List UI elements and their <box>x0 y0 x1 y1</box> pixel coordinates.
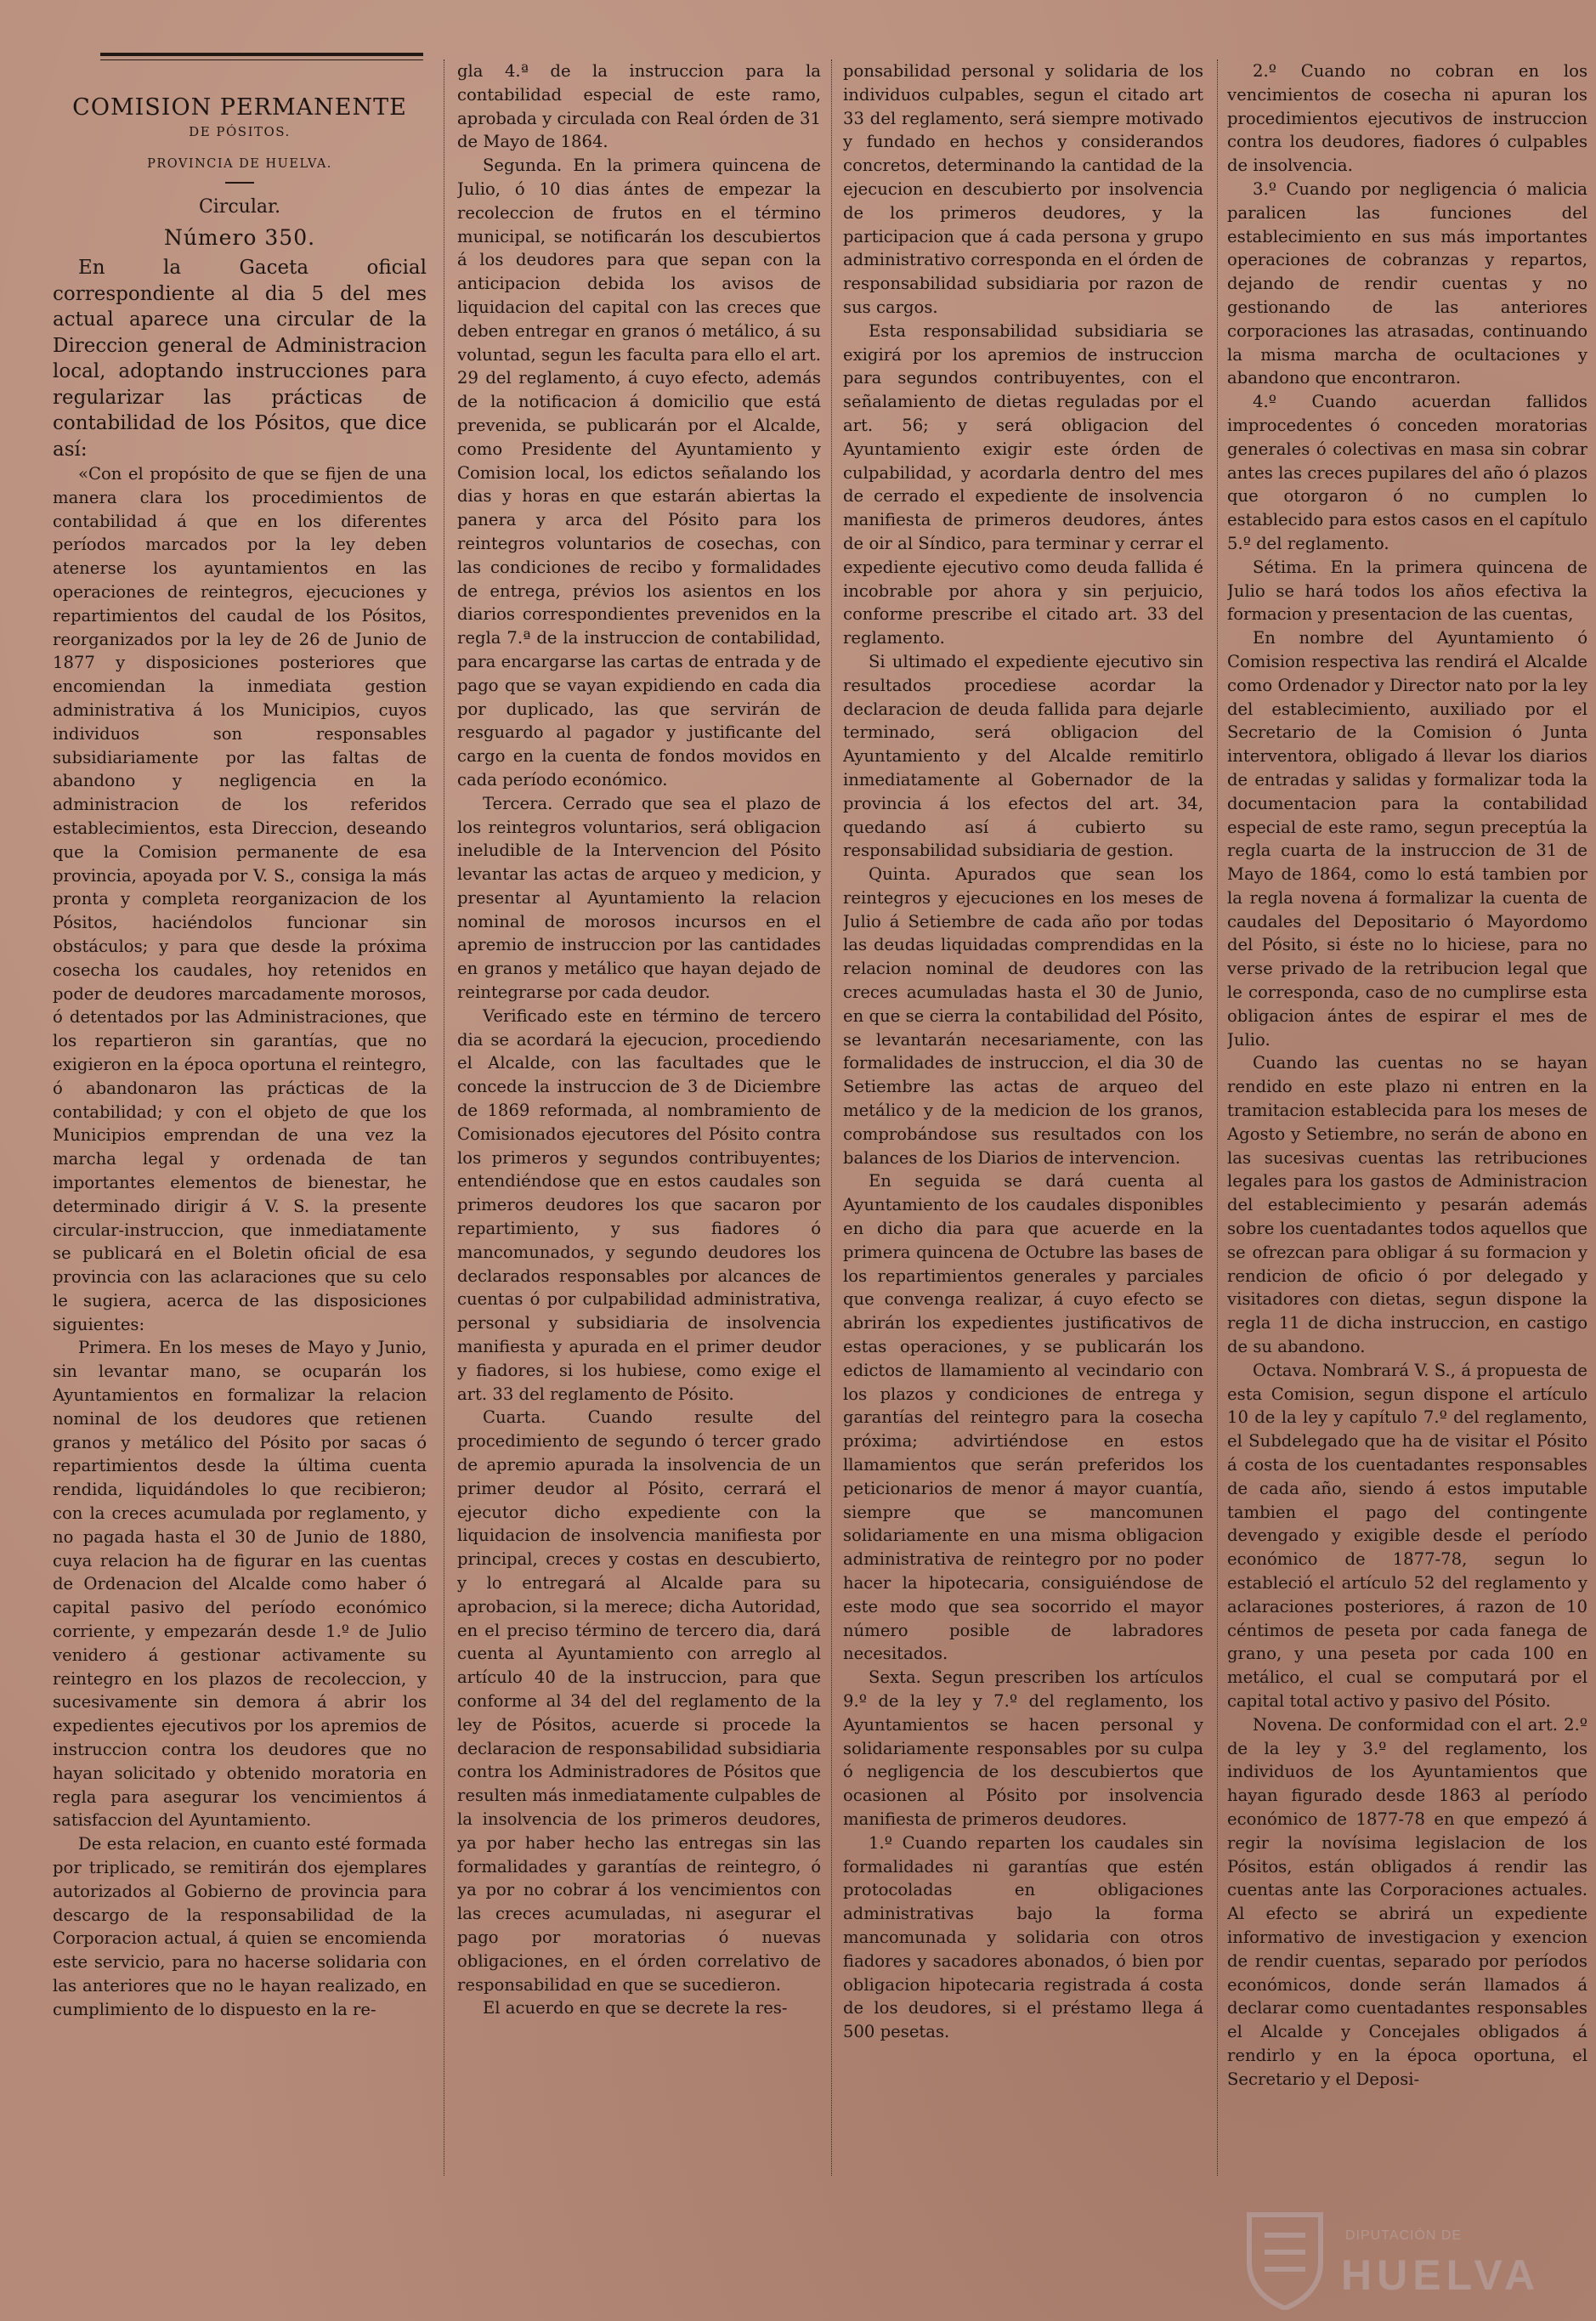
heading-circular: Circular. <box>198 196 281 218</box>
paragraph: 3.º Cuando por negligencia ó malicia paralicen las funciones del establecimiento en sus más importantes operaciones de cobranzas y repartos, dejando de rendir cuentas y no gestionando de las anteriores corporaciones las atrasadas, continuando la misma marcha de ocultaciones y abandono que encontraron. <box>1227 178 1588 388</box>
column-rule <box>1217 59 1218 2176</box>
archive-watermark <box>1231 2210 1579 2312</box>
column-3 <box>843 59 1203 2176</box>
heading-number: Número 350. <box>163 225 316 250</box>
column-4 <box>1227 59 1588 2176</box>
heading-divider <box>225 182 254 184</box>
top-rule <box>100 53 423 56</box>
paragraph: Novena. De conformidad con el art. 2.º de la ley y 3.º del reglamento, los individuos de los Ayuntamientos que hayan figurado desde 1863 al período económico de 1877-78 en que empezó á regir la novísima legislacion de los Pósitos, están obligados á rendir las cuentas ante las Corporaciones actuales. Al efecto se abrirá un expediente informativo de investigacion y exencion de rendir cuentas, separado por períodos económicos, donde serán llamados á declarar como cuentadantes responsables el Alcalde y Concejales obligados á rendirlo y en la época oportuna, el Secretario y el Deposi- <box>1227 1714 1588 2089</box>
paragraph: Octava. Nombrará V. S., á propuesta de esta Comision, segun dispone el artículo 10 de la ley y capítulo 7.º del reglamento, el Subdelegado que ha de visitar el Pósito á costa de los cuentadantes responsables de cada año, siendo á estos imputable tambien el pago del contingente devengado y exigible desde el período económico de 1877-78, segun lo estableció el artículo 52 del reglamento y aclaraciones posteriores, á razon de 10 céntimos de peseta por cada fanega de grano, y una peseta por cada 100 en metálico, el cual se computará por el capital total activo y pasivo del Pósito. <box>1227 1360 1588 1711</box>
paragraph: 2.º Cuando no cobran en los vencimientos de cosecha ni apuran los procedimientos ejecutivos de instruccion contra los deudores, fiadores ó culpables de insolvencia. <box>1227 61 1588 176</box>
heading-title: COMISION PERMANENTE <box>72 94 407 121</box>
heading-province: PROVINCIA DE HUELVA. <box>147 157 332 171</box>
watermark-subtitle: DIPUTACIÓN DE <box>1345 2228 1463 2243</box>
paragraph: Cuarta. Cuando resulte del procedimiento de segundo ó tercer grado de apremio apurada la insolvencia de un primer deudor al Pósito, cerrará el ejecutor dicho expediente con la liquidacion de insolvencia manifiesta por principal, creces y costas en descubierto, y lo entregará al Alcalde para su aprobacion, si la merece; dicha Autoridad, en el preciso término de tercero dia, dará cuenta al Ayuntamiento con arreglo al artículo 40 de la instruccion, para que conforme al 34 del del reglamento de la ley de Pósitos, acuerde si procede la declaracion de responsabilidad subsidiaria contra los Administradores de Pósitos que resulten más inmediatamente culpables de la insolvencia de los primeros deudores, ya por haber hecho las entregas sin las formalidades y garantías de reintegro, ó ya por no cobrar á los vencimientos con las creces acumuladas, ni asegurar el pago por moratorias ó nuevas obligaciones, en el órden correlativo de responsabilidad en que se sucedieron. <box>457 1407 821 1995</box>
paragraph: Quinta. Apurados que sean los reintegros y ejecuciones en los meses de Julio á Setiembre de cada año por todas las deudas liquidadas comprendidas en la relacion nominal de deudores con las creces acumuladas hasta el 30 de Junio, en que se cierra la contabilidad del Pósito, se levantarán necesariamente, con las formalidades de instruccion, el dia 30 de Setiembre las actas de arqueo del metálico y de la medicion de los granos, comprobándose sus resultados con los balances de los Diarios de intervencion. <box>843 864 1203 1168</box>
paragraph: 4.º Cuando acuerdan fallidos improcedentes ó conceden moratorias generales ó colectivas en masa sin cobrar antes las creces pupilares del año ó plazos que otorgaron ó no cumplen lo establecido para estos casos en el capítulo 5.º del reglamento. <box>1227 392 1588 553</box>
paragraph: De esta relacion, en cuanto esté formada por triplicado, se remitirán dos ejemplares autorizados al Gobierno de provincia para descargo de la responsabilidad de la Corporacion actual, á quien se encomienda este servicio, para no hacerse solidaria con las anteriores que no le hayan realizado, en cumplimiento de lo dispuesto en la re- <box>53 1834 427 2019</box>
paragraph: Segunda. En la primera quincena de Julio, ó 10 dias ántes de empezar la recoleccion de frutos en el término municipal, se notificarán los descubiertos á los deudores para que sepan con la anticipacion debida los avisos de liquidacion del capital con las creces que deben entregar en granos ó metálico, á su voluntad, segun les faculta para ello el art. 29 del reglamento, á cuyo efecto, además de la notificacion á domicilio que está prevenida, se publicarán por el Alcalde, como Presidente del Ayuntamiento y Comision local, los edictos señalando los dias y horas en que estarán abiertas la panera y arca del Pósito para los reintegros voluntarios de cosechas, con las condiciones de recibo y formalidades de entrega, prévios los asientos en los diarios correspondientes prevenidos en la regla 7.ª de la instruccion de contabilidad, para encargarse las cartas de entrada y de pago que se vayan expidiendo en cada dia por duplicado, las que servirán de resguardo al pagador y justificante del cargo en la cuenta de fondos movidos en cada período económico. <box>457 156 821 790</box>
watermark-name: HUELVA <box>1341 2251 1541 2299</box>
paragraph: «Con el propósito de que se fijen de una manera clara los procedimientos de contabilidad á que en los diferentes períodos marcados por la ley deben atenerse los ayuntamientos en las operaciones de reintegros, ejecuciones y repartimientos del caudal de los Pósitos, reorganizados por la ley de 26 de Junio de 1877 y disposiciones posteriores que encomiendan la inmediata gestion administrativa á los Municipios, cuyos individuos son responsables subsidiariamente por las faltas de abandono y negligencia en la administracion de los referidos establecimientos, esta Direccion, deseando que la Comision permanente de esa provincia, apoyada por V. S., consiga la más pronta y completa reorganizacion de los Pósitos, haciéndolos funcionar sin obstáculos; y para que desde la próxima cosecha los caudales, hoy retenidos en poder de deudores marcadamente morosos, ó detentados por las Administraciones, que los repartieron sin garantías, que no exigieron en la época oportuna el reintegro, ó abandonaron las prácticas de la contabilidad; y con el objeto de que los Municipios emprendan de una vez la marcha legal y ordenada de tan importantes elementos de bienestar, he determinado dirigir á V. S. la presente circular-instruccion, que inmediatamente se publicará en el Boletin oficial de esa provincia con las aclaraciones que su celo le sugiera, acerca de las disposiciones siguientes: <box>53 464 427 1334</box>
paragraph: En seguida se dará cuenta al Ayuntamiento de los caudales disponibles en dicho dia para que acuerde en la primera quincena de Octubre las bases de los repartimientos generales y parciales que convenga realizar, á cuyo efecto se abrirán los expedientes justificativos de estas operaciones, y se publicarán los edictos de llamamiento al vecindario con los plazos y condiciones de entrega y garantías del reintegro para la cosecha próxima; advirtiéndose en estos llamamientos que serán preferidos los peticionarios de menor á mayor cuantía, siempre que se mancomunen solidariamente en una misma obligacion administrativa de reintegro por no poder hacer la hipotecaria, consiguiéndose de este modo que sea socorrido el mayor número posible de labradores necesitados. <box>843 1171 1203 1664</box>
paragraph: En nombre del Ayuntamiento ó Comision respectiva las rendirá el Alcalde como Ordenador y Director nato por la ley del establecimiento, auxiliado por el Secretario de la Comision ó Junta interventora, obligado á llevar los diarios de entradas y salidas y formalizar toda la documentacion para la contabilidad especial de este ramo, segun preceptúa la regla cuarta de la instruccion de 31 de Mayo de 1864, como lo está tambien por la regla novena á formalizar la cuenta de caudales del Depositario ó Mayordomo del Pósito, si éste no lo hiciese, para no verse privado de la retribucion legal que le corresponda, caso de no cumplirse esta obligacion ántes de espirar el mes de Julio. <box>1227 628 1588 1050</box>
paragraph: ponsabilidad personal y solidaria de los individuos culpables, segun el citado art 33 del reglamento, será siempre motivado y fundado en hechos y considerandos concretos, determinando la cantidad de la ejecucion en descubierto por insolvencia de los primeros deudores, y la participacion que á cada persona y grupo administrativo corresponda en el órden de responsabilidad subsidiaria por razon de sus cargos. <box>843 61 1203 317</box>
column-2 <box>457 59 821 2176</box>
shield-icon <box>1242 2210 1327 2310</box>
paragraph: El acuerdo en que se decrete la res- <box>483 1998 788 2018</box>
paragraph: gla 4.ª de la instruccion para la contabilidad especial de este ramo, aprobada y circulada con Real órden de 31 de Mayo de 1864. <box>457 61 821 152</box>
paragraph: Verificado este en término de tercero dia se acordará la ejecucion, procediendo el Alcalde, con las facultades que le concede la instruccion de 3 de Diciembre de 1869 reformada, al nombramiento de Comisionados ejecutores del Pósito contra los primeros y segundos contribuyentes; entendiéndose que en estos caudales son primeros deudores los que sacaron por repartimiento, y sus fiadores ó mancomunados, y segundo deudores los declarados responsables por alcances de cuentas ó por culpabilidad administrativa, personal y subsidiaria de insolvencia manifiesta y apurada en el primer deudor y fiadores, si los hubiese, como exige el art. 33 del reglamento de Pósito. <box>457 1005 821 1404</box>
paragraph: En la Gaceta oficial correspondiente al dia 5 del mes actual aparece una circular de la Direccion general de Administracion local, adoptando instrucciones para regularizar las prácticas de contabilidad de los Pósitos, que dice así: <box>53 257 427 461</box>
paragraph: Primera. En los meses de Mayo y Junio, sin levantar mano, se ocuparán los Ayuntamientos en formalizar la relacion nominal de los deudores que retienen granos y metálico del Pósito por sacas ó repartimientos desde la última cuenta rendida, liquidándoles lo que recibieron; con la creces acumulada por reglamento, y no pagada hasta el 30 de Junio de 1880, cuya relacion ha de figurar en las cuentas de Ordenacion del Alcalde como haber ó capital pasivo del período económico corriente, y empezarán desde 1.º de Julio venidero á gestionar activamente su reintegro en los plazos de recoleccion, y sucesivamente sin demora á abrir los expedientes ejecutivos por los apremios de instruccion contra los deudores que no hayan solicitado y obtenido moratoria en regla para asegurar los vencimientos á satisfaccion del Ayuntamiento. <box>53 1338 427 1831</box>
paragraph: Sétima. En la primera quincena de Julio se hará todos los años efectiva la formacion y presentacion de las cuentas, <box>1227 557 1588 625</box>
paragraph: Cuando las cuentas no se hayan rendido en este plazo ni entren en la tramitacion establecida para los meses de Agosto y Setiembre, no serán de abono en las sucesivas cuentas las retribuciones legales para los gastos de Administracion del establecimiento y pesarán además sobre los cuentadantes todos aquellos que se ofrezcan para obligar á su formacion y rendicion de oficio ó por delegado y visitadores con dietas, segun dispone la regla 11 de dicha instruccion, en castigo de su abandono. <box>1227 1053 1588 1357</box>
paragraph: Esta responsabilidad subsidiaria se exigirá por los apremios de instruccion para segundos contribuyentes, con el señalamiento de dietas reguladas por el art. 56; y será obligacion del Ayuntamiento exigir este órden de culpabilidad, y acordarla dentro del mes de cerrado el expediente de insolvencia manifiesta de primeros deudores, ántes de oir al Síndico, para terminar y cerrar el expediente ejecutivo como deuda fallida é incobrable por ahora y sin perjuicio, conforme prescribe el citado art. 33 del reglamento. <box>843 320 1203 648</box>
column-rule <box>831 59 832 2176</box>
paragraph: Sexta. Segun prescriben los artículos 9.º de la ley y 7.º del reglamento, los Ayuntamientos se hacen personal y solidariamente responsables por su culpa ó negligencia de los descubiertos que ocasionen al Pósito por insolvencia manifiesta de primeros deudores. <box>843 1667 1203 1829</box>
paragraph: 1.º Cuando reparten los caudales sin formalidades ni garantías que estén protocoladas en obligaciones administrativas bajo la forma mancomunada y solidaria con otros fiadores y sacadores abonados, ó bien por obligacion hipotecaria registrada á costa de los deudores, si el préstamo llega á 500 pesetas. <box>843 1832 1203 2042</box>
column-1 <box>53 83 427 2199</box>
heading-subtitle: DE PÓSITOS. <box>189 124 291 139</box>
top-rule-thin <box>100 59 423 60</box>
paragraph: Tercera. Cerrado que sea el plazo de los reintegros voluntarios, será obligacion ineludible de la Intervencion del Pósito levantar las actas de arqueo y medicion, y presentar al Ayuntamiento la relacion nominal de morosos incursos en el apremio de instruccion por las cantidades en granos y metálico que hayan dejado de reintegrarse por cada deudor. <box>457 793 821 1003</box>
paragraph: Si ultimado el expediente ejecutivo sin resultados procediese acordar la declaracion de deuda fallida para dejarle terminado, será obligacion del Ayuntamiento y del Alcalde remitirlo inmediatamente al Gobernador de la provincia á los efectos del art. 34, quedando así á cubierto su responsabilidad subsidiaria de gestion. <box>843 651 1203 861</box>
